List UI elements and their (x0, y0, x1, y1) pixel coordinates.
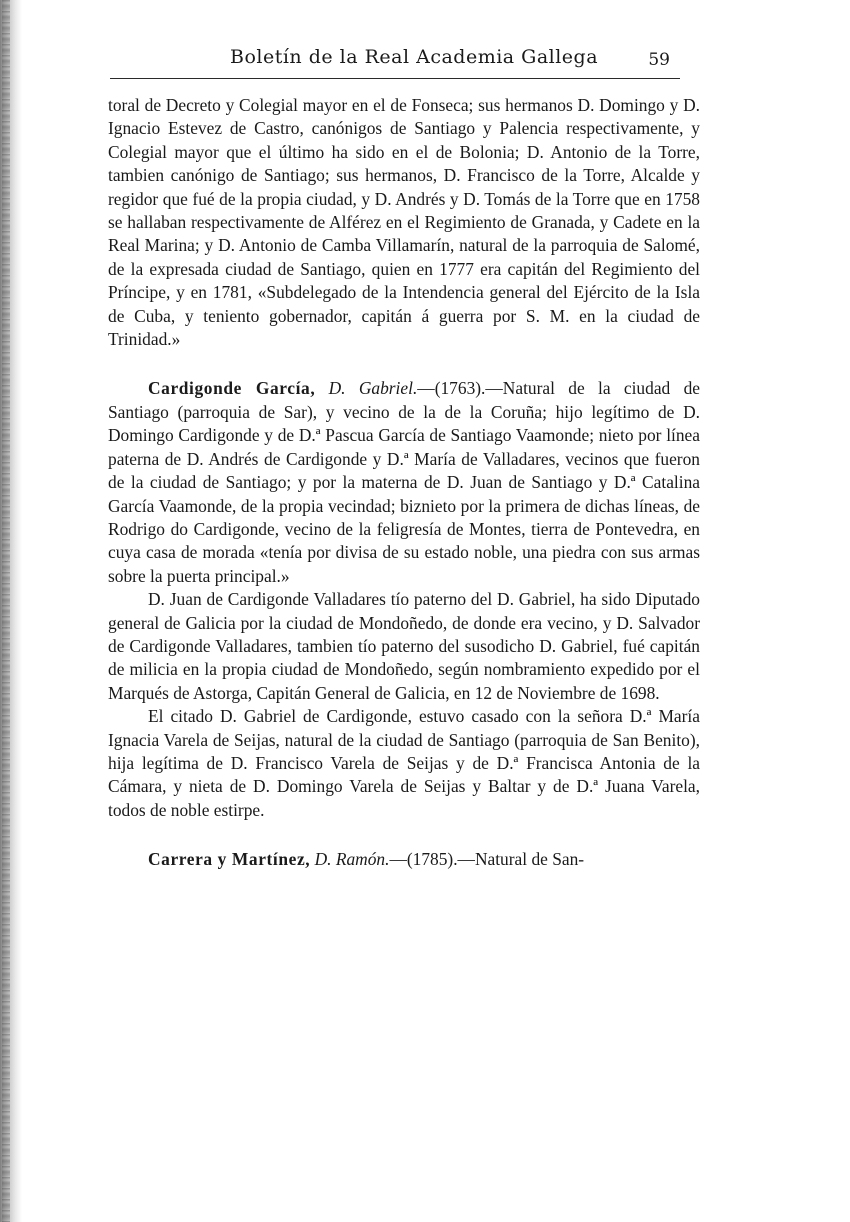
page-number: 59 (648, 50, 670, 70)
entry-surname: Cardigonde García, (148, 378, 316, 399)
continuation-paragraph: toral de Decreto y Colegial mayor en el de Fonseca; sus hermanos D. Domingo y D. Ignacio Estevez de Castro, canónigos de Santiago y Palencia respectivamente, y Colegial mayor que el último ha sido en el de Bolonia; D. Antonio de la Torre, tambien canónigo de Santiago; sus hermanos, D. Francisco de la Torre, Alcalde y regidor que fué de la propia ciudad, y D. Andrés y D. Tomás de la Torre que en 1758 se hallaban respectivamente de Alférez en el Regimiento de Granada, y Cadete en la Real Marina; y D. Antonio de Camba Villamarín, natural de la parroquia de Salomé, de la expresada ciudad de Santiago, quien en 1777 era capitán del Regimiento del Príncipe, y en 1781, «Subdelegado de la Intendencia general del Ejército de la Isla de Cuba, y teniento gobernador, capitán á guerra por S. M. en la ciudad de Trinidad.» (108, 95, 700, 350)
entry-paragraph: El citado D. Gabriel de Cardigonde, estuvo casado con la señora D.ª María Ignacia Varela de Seijas, natural de la ciudad de Santiago (parroquia de San Benito), hija legítima de D. Francisco Varela de Seijas y de D.ª Francisca Antonia de la Cámara, y nieta de D. Domingo Varela de Seijas y Baltar y de D.ª Juana Varela, todos de noble estirpe. (108, 706, 700, 820)
entry-intro-text: —(1785).—Natural de San- (389, 849, 585, 870)
entry-paragraph: D. Juan de Cardigonde Valladares tío paterno del D. Gabriel, ha sido Diputado general de Galicia por la ciudad de Mondoñedo, de donde era vecino, y D. Salvador de Cardigonde Valladares, tambien tío paterno del susodicho D. Gabriel, fué capitán de milicia en la propia ciudad de Mondoñedo, según nombramiento expedido por el Marqués de Astorga, Capitán General de Galicia, en 12 de Noviembre de 1698. (108, 589, 700, 703)
entry-given-name: D. Ramón. (314, 849, 390, 870)
running-header (110, 44, 680, 79)
entry-cardigonde (108, 377, 700, 588)
page-binding-edge (0, 0, 22, 1222)
entry-intro-text: —(1763).—Natural de la ciudad de Santiago (parroquia de Sar), y vecino de la de la Coruña; hijo legítimo de D. Domingo Cardigonde y de D.ª Pascua García de Santiago Vaamonde; nieto por línea paterna de D. Andrés de Cardigonde y D.ª María de Valladares, vecinos que fueron de la ciudad de Santiago; y por la materna de D. Juan de Santiago y D.ª Catalina García Vaamonde, de la propia vecindad; biznieto por la primera de dichas líneas, de Rodrigo do Cardigonde, vecino de la feligresía de Montes, tierra de Pontevedra, en cuya casa de morada «tenía por divisa de su estado noble, una piedra con sus armas sobre la puerta principal.» (108, 378, 700, 586)
page-body (108, 94, 700, 872)
journal-title: Boletín de la Real Academia Gallega (230, 46, 599, 68)
entry-surname: Carrera y Martínez, (148, 849, 311, 870)
entry-given-name: D. Gabriel. (328, 378, 418, 399)
entry-carrera (108, 848, 700, 871)
